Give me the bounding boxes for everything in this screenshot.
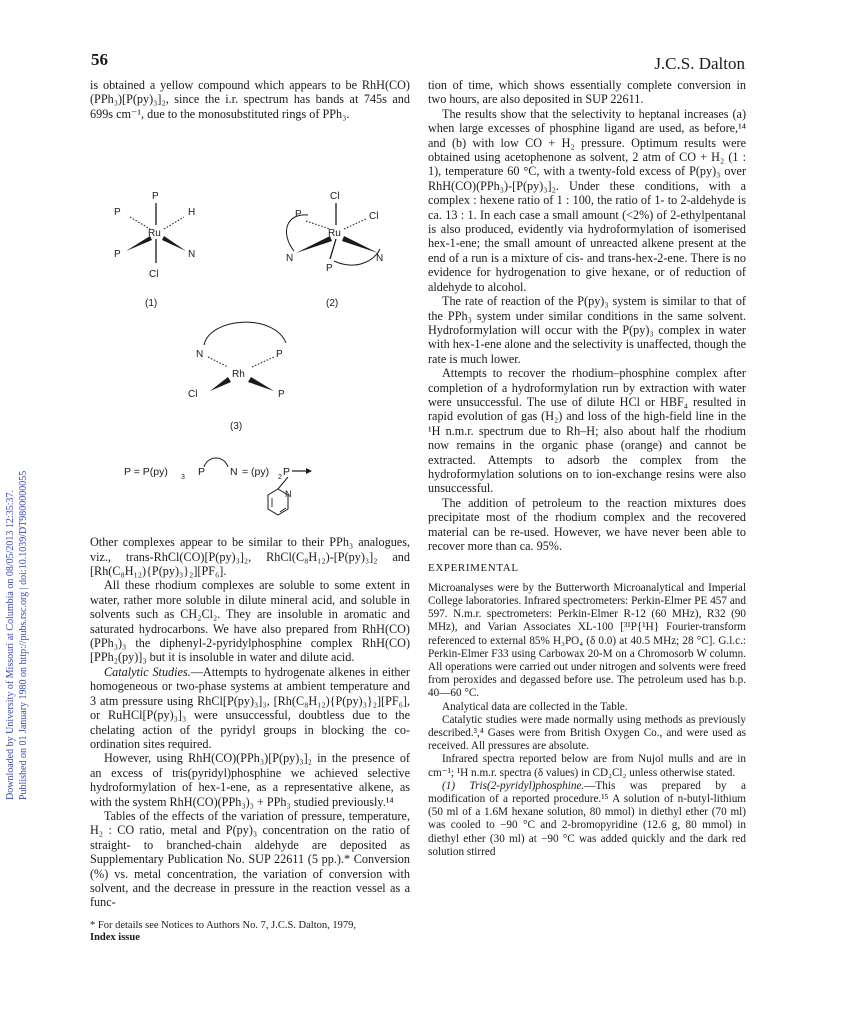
- paragraph: is obtained a yellow compound which appears to be RhH(CO)(PPh₃)[P(py)₃]₂, since the i.r. spectrum has bands at 745s and 699s cm⁻¹, due to the monosubstituted rings of PPh₃.: [90, 78, 410, 121]
- atom-label: P: [114, 207, 121, 219]
- subsection-heading: Catalytic Studies.: [104, 664, 191, 679]
- footnote: [90, 920, 410, 945]
- atom-label: P: [278, 389, 285, 401]
- ligand-legend: [90, 455, 410, 525]
- paragraph: [90, 665, 410, 751]
- download-line: Downloaded by University of Missouri at Columbia on 08/05/2013 12:35:37.: [5, 490, 16, 800]
- atom-label: P: [295, 209, 302, 221]
- atom-label: P: [276, 349, 283, 361]
- atom-label: P: [198, 466, 206, 479]
- journal-running-head: J.C.S. Dalton: [654, 54, 745, 73]
- paragraph: Microanalyses were by the Butterworth Microanalytical and Imperial College laboratories. Infrared spectrometers: Perkin-Elmer PE 457 and 597. N.m.r. spectrometers: Perkin-Elmer R-12 (60 MHz), R32 (90 MHz), and Varian Associates XL-100 [³¹P{¹H} Fourier-transform referenced to external 85% H₃PO₄ (δ 0.0) at 40.5 MHz; 28 °C]. G.l.c.: Perkin-Elmer F33 using Carbowax 20-M on a Chromosorb W column. All operations were carried out under nitrogen and solvents were freed from peroxides and degassed before use. The petroleum used has b.p. 40—60 °C.: [428, 581, 746, 700]
- atom-label: N: [188, 249, 196, 261]
- paragraph: [428, 780, 746, 859]
- atom-label: N: [285, 489, 292, 500]
- atom-label: H: [188, 207, 196, 219]
- paragraph: Other complexes appear to be similar to their PPh₃ analogues, viz., trans-RhCl(CO)[P(py)₃]₂, RhCl(C₈H₁₂)-[P(py)₃]₂ and [Rh(C₈H₁₂){P(py)₃}₂][PF₆].: [90, 535, 410, 579]
- atom-label: Rh: [232, 369, 245, 381]
- atom-label: Cl: [149, 269, 159, 281]
- paragraph: Infrared spectra reported below are from Nujol mulls and are in cm⁻¹; ¹H n.m.r. spectra (δ values) in CD₂Cl₂ unless otherwise stated.: [428, 753, 746, 779]
- paragraph: The results show that the selectivity to heptanal increases (a) when large excesses of phosphine ligand are used, as before,¹⁴ and (b) with low CO + H₂ pressure. Optimum results were obtained using acetophenone as solvent, 2 atm of CO + H₂ (1 : 1), temperature 60 °C, with a twenty-fold excess of P(py)₃ over RhH(CO)(PPh₃)-[P(py)₃]₂. Under these conditions, with a complex : hexene ratio of 1 : 100, the ratio of 1- to 2-aldehyde is ca. 13 : 1. In each case a small amount (<2%) of 2-ethylpentanal is also produced, evidently via hydroformylation of isomerised hex-1-ene; the small amount of unreacted alkene present at the end of a run is a mixture of cis- and trans-hex-2-ene. There is no evidence for hydrogenation to give hexane, or of reduction of aldehyde to alcohol.: [428, 106, 746, 294]
- legend-subscript: 3: [181, 474, 185, 482]
- left-column: [90, 78, 410, 945]
- structure-1: [114, 191, 195, 309]
- atom-label: N: [230, 466, 238, 479]
- structure-label: (1): [145, 298, 158, 310]
- atom-label: N: [196, 349, 204, 361]
- legend-subscript: 2: [278, 474, 282, 482]
- paragraph: All these rhodium complexes are soluble to some extent in water, rather more soluble in dilute mineral acid, and soluble in solvents such as CH₂Cl₂. They are insoluble in aromatic and saturated hydrocarbons. We have also prepared from RhH(CO)(PPh₃)₃ the diphenyl-2-pyridylphosphine complex RhH(CO)[PPh₂(py)]₃ but it is insoluble in water and dilute acid.: [90, 578, 410, 665]
- legend-eq: = (py): [242, 466, 270, 479]
- paragraph: Tables of the effects of the variation of pressure, temperature, H₂ : CO ratio, metal and P(py)₃ concentration on the ratio of straight- to branched-chain aldehyde are deposited as Supplementary Publication No. SUP 22611 (5 pp.).* Conversion (%) vs. metal concentration, the variation of conversion with solvent, and the decrease in pressure in the reaction vessel as a func-: [90, 808, 410, 910]
- atom-label: Cl: [369, 211, 379, 223]
- paragraph: Analytical data are collected in the Table.: [442, 700, 628, 713]
- atom-label: P: [326, 263, 333, 275]
- atom-label: Cl: [188, 389, 198, 401]
- atom-label: Ru: [148, 228, 161, 240]
- atom-label: P: [283, 466, 291, 479]
- structure-label: (3): [230, 421, 243, 433]
- atom-label: Ru: [328, 228, 341, 240]
- atom-label: P: [152, 191, 159, 203]
- paragraph: However, using RhH(CO)(PPh₃)[P(py)₃]₂ in the presence of an excess of tris(pyridyl)phosphine we achieved selective hydroformylation of hex-1-ene, as a representative alkene, as with the system RhH(CO)(PPh₃)₃ + PPh₃ studied previously.¹⁴: [90, 751, 410, 809]
- atom-label: Cl: [330, 191, 340, 203]
- atom-label: N: [376, 253, 384, 265]
- published-line: Published on 01 January 1980 on http://pubs.rsc.org | doi:10.1039/DT9800000055: [18, 470, 29, 800]
- footnote-text: * For details see Notices to Authors No. 7, J.C.S. Dalton, 1979,: [90, 919, 356, 931]
- subsection-heading: (1) Tris(2-pyridyl)phosphine.: [442, 779, 585, 792]
- paragraph: tion of time, which shows essentially complete conversion in two hours, are also deposited in SUP 22611.: [428, 78, 746, 107]
- paragraph: Catalytic studies were made normally using methods as previously described.³,⁴ Gases were from British Oxygen Co., and were used as received. All pressures are absolute.: [428, 713, 746, 753]
- atom-label: N: [286, 253, 294, 265]
- atom-label: P: [114, 249, 121, 261]
- right-column: [428, 78, 746, 859]
- structure-label: (2): [326, 298, 339, 310]
- experimental-section: [428, 582, 746, 859]
- footnote-index: Index issue: [90, 932, 140, 944]
- structures-figure: [90, 121, 410, 525]
- download-watermark: [4, 40, 30, 800]
- page-number: 56: [91, 50, 108, 69]
- paragraph: Attempts to recover the rhodium–phosphine complex after completion of a hydroformylation run by extraction with water were unsuccessful. The use of dilute HCl or HBF₄ resulted in rapid evolution of gas (H₂) and loss of the high-field line in the ¹H n.m.r. spectrum due to Rh–H; also about half the rhodium now remains in the organic phase (orange) and cannot be extracted. Attempts to adsorb the complex from the hydroformylation solutions on to ion-exchange resins were also unsuccessful.: [428, 366, 746, 496]
- paragraph: The addition of petroleum to the reaction mixtures does precipitate most of the rhodium complex and the recovered material can be re-used. However, we have never been able to recover more than ca. 95%.: [428, 495, 746, 553]
- paragraph-text: —Attempts to hydrogenate alkenes in either homogeneous or two-phase systems at ambient temperature and 3 atm pressure using RhCl[P(py)₃]₃, [Rh(C₈H₁₂){P(py)₃}₂][PF₆], or RuHCl[P(py)₃]₃ were unsuccessful, doubtless due to the chelating action of the pyridyl groups in blocking the co-ordination sites required.: [90, 664, 410, 751]
- legend-lhs: P = P(py): [124, 466, 168, 479]
- complex-structures-drawing: [90, 121, 410, 461]
- paragraph: The rate of reaction of the P(py)₃ system is similar to that of the PPh₃ system under similar conditions in the same solvent. Hydroformylation will occur with the P(py)₃ complex in water with hex-1-ene alone and the selectivity is unaffected, though the rate is much lower.: [428, 294, 746, 366]
- section-heading: EXPERIMENTAL: [428, 562, 519, 575]
- structure-3: [188, 322, 286, 432]
- paragraph-text: —This was prepared by a modification of a reported procedure.¹⁵ A solution of n-butyl-lithium (50 ml of a 1.6M hexane solution, 80 mmol) in diethyl ether (70 ml) was cooled to −90 °C and 2-bromopyridine (12.6 g, 80 mmol) in diethyl ether (30 ml) at −90 °C was added quickly and the dark red solution stirred: [428, 779, 746, 858]
- structure-2: [286, 191, 383, 309]
